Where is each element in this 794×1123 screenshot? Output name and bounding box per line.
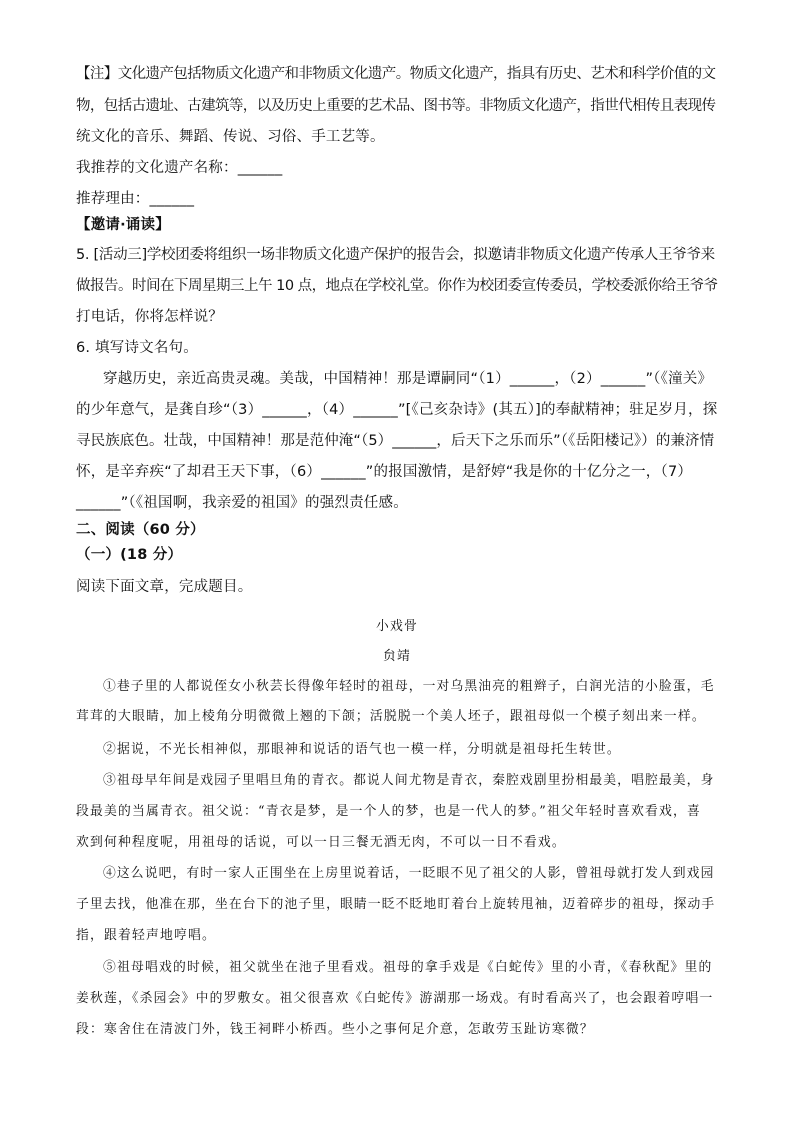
question-6-line-2: 的少年意气，是龚自珍“（3）______，（4）______”[《己亥杂诗》(其五）]的奉献精神；驻足岁月，探 — [76, 402, 718, 418]
article-line: ②据说，不光长相神似，那眼神和说话的语气也一模一样，分明就是祖母托生转世。 — [103, 742, 621, 757]
recommend-reason-line: 推荐理由：______ — [76, 191, 195, 207]
article-author: 贠靖 — [383, 649, 411, 664]
recommend-name-line: 我推荐的文化遗产名称：______ — [76, 160, 283, 176]
question-6-line-5: ______”（《祖国啊，我亲爱的祖国》的强烈责任感。 — [76, 495, 408, 511]
article-line: ①巷子里的人都说侄女小秋芸长得像年轻时的祖母，一对乌黑油亮的粗辫子，白润光洁的小脸蛋，毛 — [103, 679, 715, 694]
article-line: ④这么说吧，有时一家人正围坐在上房里说着话，一眨眼不见了祖父的人影，曾祖母就打发人到戏园 — [103, 866, 715, 881]
note-line-2: 物，包括古遗址、古建筑等，以及历史上重要的艺术品、图书等。非物质文化遗产，指世代相传且表现传 — [76, 98, 716, 114]
article-line: 子里去找，他准在那，坐在台下的池子里，眼睛一眨不眨地盯着台上旋转甩袖，迈着碎步的祖母，探动手 — [76, 897, 716, 912]
article-line: 欢到何种程度呢，用祖母的话说，可以一日三餐无酒无肉，不可以一日不看戏。 — [76, 835, 566, 850]
section-heading-invite: 【邀请·诵读】 — [76, 217, 170, 233]
article-title: 小戏骨 — [376, 619, 418, 634]
section-heading-reading: 二、阅读（60 分） — [76, 522, 205, 538]
note-line-3: 统文化的音乐、舞蹈、传说、习俗、手工艺等。 — [76, 129, 385, 145]
reading-instruction: 阅读下面文章，完成题目。 — [76, 579, 253, 595]
question-5-line-1: 5. [活动三]学校团委将组织一场非物质文化遗产保护的报告会，拟邀请非物质文化遗产传承人王爷爷来 — [76, 247, 715, 263]
question-6-line-3: 寻民族底色。壮哉，中国精神！那是范仲淹“（5）______，后天下之乐而乐”（《岳阳楼记》）的兼济情 — [76, 433, 715, 449]
article-line: ⑤祖母唱戏的时候，祖父就坐在池子里看戏。祖母的拿手戏是《白蛇传》里的小青，《春秋配》里的 — [103, 960, 713, 975]
article-line: 茸茸的大眼睛，加上棱角分明微微上翘的下颌；活脱脱一个美人坯子，跟祖母似一个模子刻出来一样。 — [76, 709, 706, 724]
question-5-line-3: 打电话，你将怎样说？ — [76, 309, 223, 325]
article-line: 指，跟着轻声地哼唱。 — [76, 928, 216, 943]
article-line: 姜秋莲，《杀园会》中的罗敷女。祖父很喜欢《白蛇传》游湖那一场戏。有时看高兴了，也会跟着哼唱一 — [76, 991, 714, 1006]
question-6-title: 6. 填写诗文名句。 — [76, 340, 198, 356]
question-6-line-1: 穿越历史，亲近高贵灵魂。美哉，中国精神！那是谭嗣同“（1）______，（2）______”（《潼关》 — [103, 371, 713, 387]
subsection-heading: （一）(18 分） — [76, 547, 183, 563]
question-5-line-2: 做报告。时间在下周星期三上午 10 点，地点在学校礼堂。你作为校团委宣传委员，学校委派你给王爷爷 — [76, 278, 718, 294]
article-line: 段最美的当属青衣。祖父说：“青衣是梦，是一个人的梦，也是一代人的梦。”祖父年轻时喜欢看戏，喜 — [76, 804, 701, 819]
question-6-line-4: 怀，是辛弃疾“了却君王天下事，（6）______”的报国激情，是舒婷“我是你的十亿分之一，（7） — [76, 464, 693, 480]
article-line: ③祖母早年间是戏园子里唱旦角的青衣。都说人间尤物是青衣，秦腔戏剧里扮相最美，唱腔最美，身 — [103, 773, 715, 788]
note-line-1: 【注】文化遗产包括物质文化遗产和非物质文化遗产。物质文化遗产，指具有历史、艺术和科学价值的文 — [76, 66, 716, 82]
article-line: 段：寒舍住在清波门外，钱王祠畔小桥西。些小之事何足介意，怎敢劳玉趾访寒微？ — [76, 1022, 594, 1037]
